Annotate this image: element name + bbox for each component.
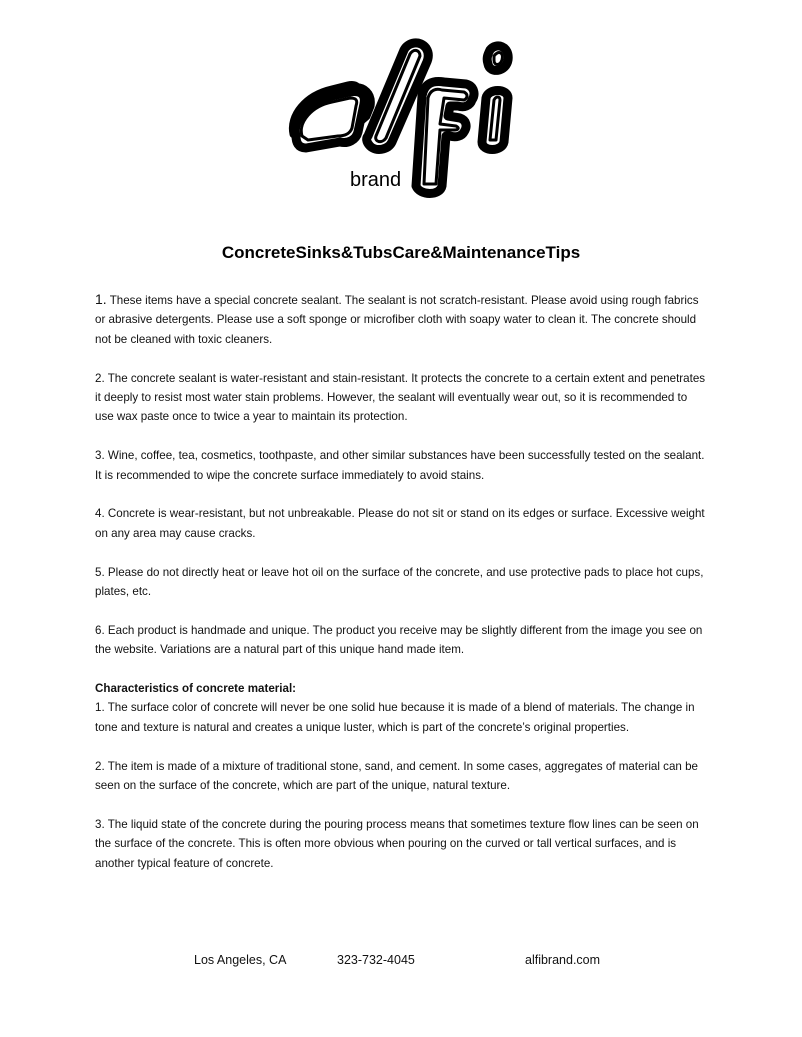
characteristic-number: 2. xyxy=(95,759,105,773)
footer-website: alfibrand.com xyxy=(525,953,601,967)
characteristic-3 xyxy=(95,815,707,873)
alfi-brand-logo xyxy=(286,36,518,200)
characteristic-2 xyxy=(95,757,707,796)
tip-6 xyxy=(95,621,707,660)
characteristic-1 xyxy=(95,698,707,737)
tip-text: The concrete sealant is water-resistant and stain-resistant. It protects the concrete to a certain extent and penetrates it deeply to resist most water stain problems. However, the sealant will eventually wear out, so it is recommended to use wax paste once to twice a year to maintain its protection. xyxy=(95,371,706,424)
logo-graphic xyxy=(286,36,518,200)
tip-text: Concrete is wear-resistant, but not unbreakable. Please do not sit or stand on its edges or surface. Excessive weight on any area may cause cracks. xyxy=(95,507,705,540)
tip-number: 3. xyxy=(95,449,105,463)
tip-text: Please do not directly heat or leave hot oil on the surface of the concrete, and use protective pads to place hot cups, plates, etc. xyxy=(95,565,704,599)
tip-number: 2. xyxy=(95,371,105,385)
tip-text: These items have a special concrete sealant. The sealant is not scratch-resistant. Please avoid using rough fabrics or abrasive detergents. Please use a soft sponge or microfiber cloth with soapy water to clean it. The concrete should not be cleaned with toxic cleaners. xyxy=(95,294,699,346)
characteristics-heading: Characteristics of concrete material: xyxy=(95,682,297,696)
tip-2 xyxy=(95,369,707,427)
document-body xyxy=(95,290,707,892)
characteristic-text: The liquid state of the concrete during the pouring process means that sometimes texture flow lines can be seen on the surface of the concrete. This is often more obvious when pouring on the curved or tall vertical surfaces, and is another typical feature of concrete. xyxy=(95,817,699,870)
tip-5 xyxy=(95,563,707,602)
tip-number: 4. xyxy=(95,507,105,521)
footer-location: Los Angeles, CA xyxy=(194,953,287,967)
tip-text: Each product is handmade and unique. The product you receive may be slightly different from the image you see on the website. Variations are a natural part of this unique hand made item. xyxy=(95,623,703,657)
tip-4 xyxy=(95,504,707,543)
characteristic-number: 1. xyxy=(95,701,105,715)
tip-number: 1. xyxy=(95,291,107,307)
tip-3 xyxy=(95,446,707,485)
characteristic-number: 3. xyxy=(95,817,105,831)
tip-1 xyxy=(95,290,707,349)
tip-number: 5. xyxy=(95,565,105,579)
page-title: ConcreteSinks&TubsCare&MaintenanceTips xyxy=(221,243,581,262)
tip-number: 6. xyxy=(95,623,105,637)
characteristic-text: The surface color of concrete will never be one solid hue because it is made of a blend of materials. The change in tone and texture is natural and creates a unique luster, which is part of the concrete’s original properties. xyxy=(95,701,695,734)
tip-text: Wine, coffee, tea, cosmetics, toothpaste, and other similar substances have been successfully tested on the sealant. It is recommended to wipe the concrete surface immediately to avoid stains. xyxy=(95,449,705,482)
logo-brand-text: brand xyxy=(350,169,402,191)
characteristic-text: The item is made of a mixture of traditional stone, sand, and cement. In some cases, aggregates of material can be seen on the surface of the concrete, which are part of the unique, natural texture. xyxy=(95,759,698,793)
footer-phone: 323-732-4045 xyxy=(337,953,415,967)
